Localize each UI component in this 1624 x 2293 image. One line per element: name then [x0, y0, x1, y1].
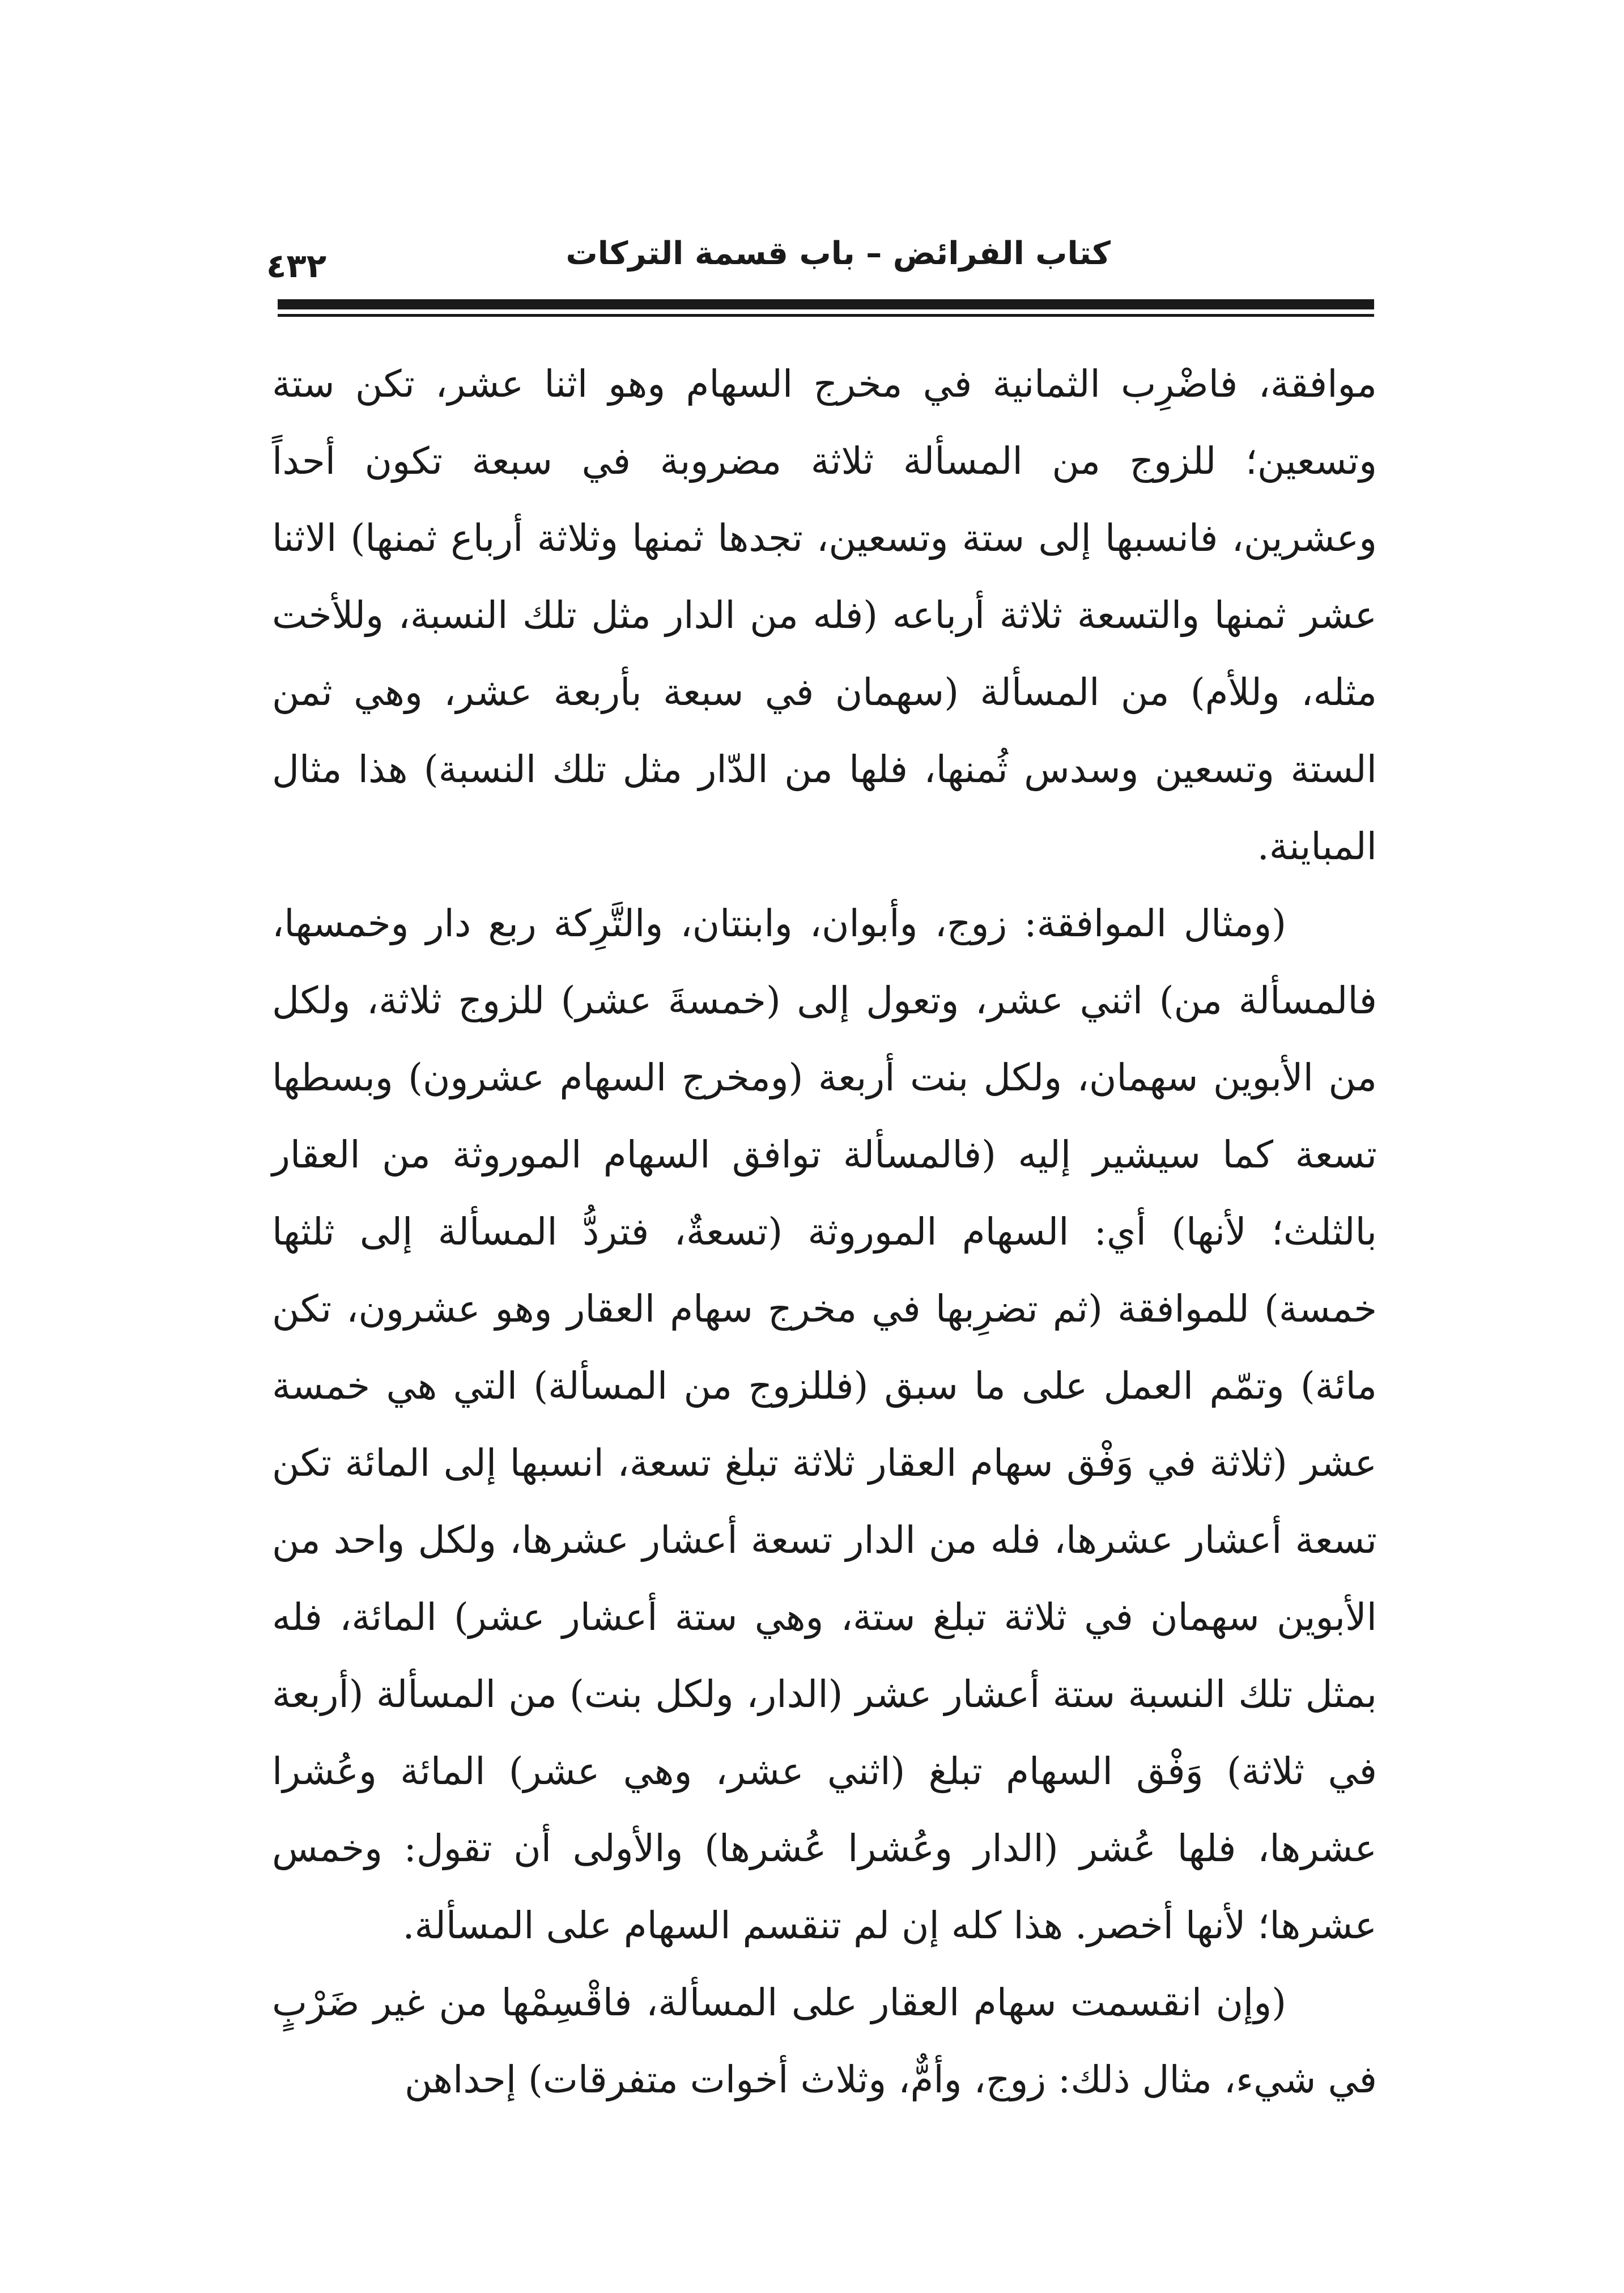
paragraph-1: موافقة، فاضْرِب الثمانية في مخرج السهام وهو اثنا عشر، تكن ستة وتسعين؛ للزوج من المسألة ثلاثة مضروبة في سبعة تكون أحداً وعشرين، فانسبها إلى ستة وتسعين، تجدها ثمنها وثلاثة أرباع ثمنها) الاثنا عشر ثمنها والتسعة ثلاثة أرباعه (فله من الدار مثل تلك النسبة، وللأخت مثله، وللأم) من المسألة (سهمان في سبعة بأربعة عشر، وهي ثمن الستة وتسعين وسدس ثُمنها، فلها من الدّار مثل تلك النسبة) هذا مثال المباينة.: [272, 362, 1377, 868]
header-rule-thick: [278, 299, 1374, 309]
paragraph-2: (ومثال الموافقة: زوج، وأبوان، وابنتان، والتَّرِكة ربع دار وخمسها، فالمسألة من) اثني عشر، وتعول إلى (خمسةَ عشر) للزوج ثلاثة، ولكل من الأبوين سهمان، ولكل بنت أربعة (ومخرج السهام عشرون) وبسطها تسعة كما سيشير إليه (فالمسألة توافق السهام الموروثة من العقار بالثلث؛ لأنها) أي: السهام الموروثة (تسعةٌ، فتردُّ المسألة إلى ثلثها خمسة) للموافقة (ثم تضرِبها في مخرج سهام العقار وهو عشرون، تكن مائة) وتمّم العمل على ما سبق (فللزوج من المسألة) التي هي خمسة عشر (ثلاثة في وَفْق سهام العقار ثلاثة تبلغ تسعة، انسبها إلى المائة تكن تسعة أعشار عشرها، فله من الدار تسعة أعشار عشرها، ولكل واحد من الأبوين سهمان في ثلاثة تبلغ ستة، وهي ستة أعشار عشر) المائة، فله بمثل تلك النسبة ستة أعشار عشر (الدار، ولكل بنت) من المسألة (أربعة في ثلاثة) وَفْق السهام تبلغ (اثني عشر، وهي عشر) المائة وعُشرا عشرها، فلها عُشر (الدار وعُشرا عُشرها) والأولى أن تقول: وخمس عشرها؛ لأنها أخصر. هذا كله إن لم تنقسم السهام على المسألة.: [272, 902, 1377, 1947]
paragraph-3: (وإن انقسمت سهام العقار على المسألة، فاقْسِمْها من غير ضَرْبٍ في شيء، مثال ذلك: زوج، وأمٌّ، وثلاث أخوات متفرقات) إحداهن: [272, 1981, 1377, 2101]
header-rule-thin: [278, 314, 1374, 317]
chapter-title: كتاب الفرائض – باب قسمة التركات: [566, 235, 1111, 272]
body-text: [272, 346, 1377, 2118]
running-header: [255, 224, 1383, 298]
page-number: ٤٣٢: [266, 247, 327, 285]
